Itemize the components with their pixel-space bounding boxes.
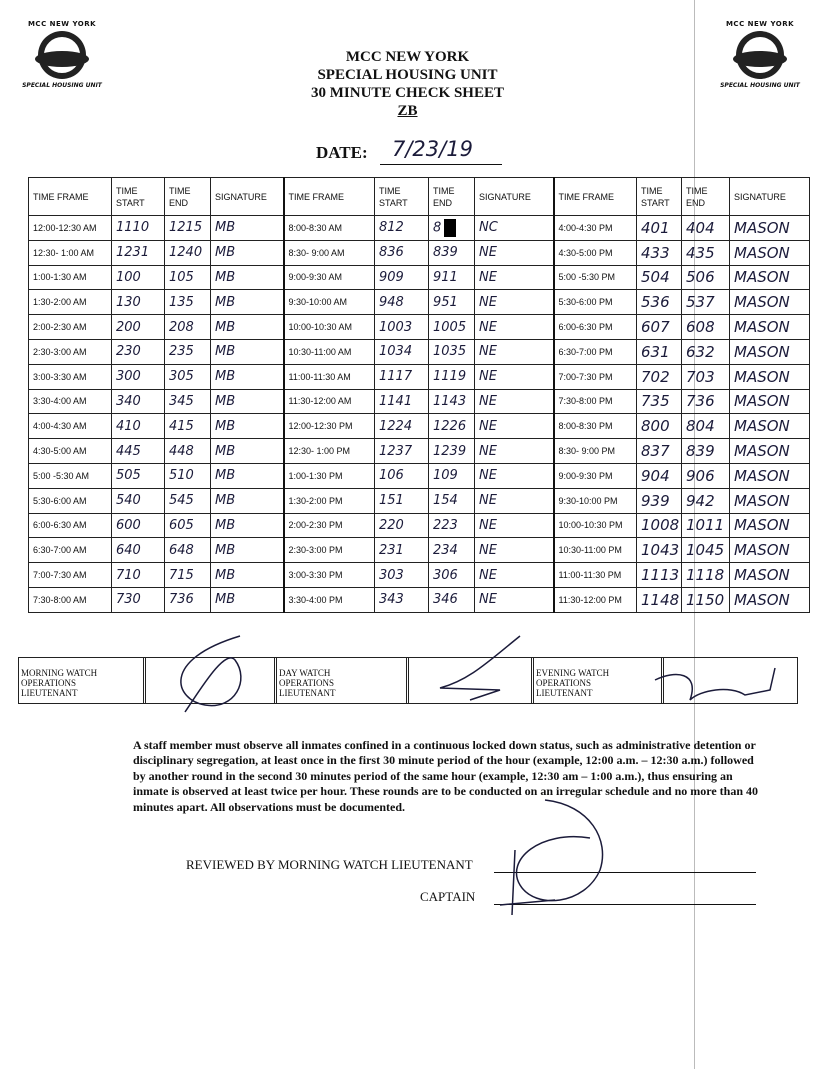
time-end-cell[interactable]: 942 [682, 488, 730, 513]
time-frame-cell: 4:30-5:00 PM [554, 240, 637, 265]
time-start-cell[interactable]: 909 [375, 265, 429, 290]
signature-cell[interactable]: MASON [730, 290, 810, 315]
time-frame-cell: 7:30-8:00 PM [554, 389, 637, 414]
time-end-cell[interactable]: 1239 [429, 439, 475, 464]
time-frame-cell: 1:00-1:30 AM [29, 265, 112, 290]
time-frame-cell: 8:00-8:30 PM [554, 414, 637, 439]
signature-cell[interactable]: MB [211, 587, 284, 612]
time-frame-cell: 10:00-10:30 PM [554, 513, 637, 538]
time-frame-cell: 8:30- 9:00 PM [554, 439, 637, 464]
signature-cell[interactable]: MASON [730, 414, 810, 439]
time-frame-cell: 6:00-6:30 AM [29, 513, 112, 538]
signature-cell[interactable]: MB [211, 364, 284, 389]
table-row [29, 563, 810, 588]
time-start-cell[interactable]: 631 [637, 339, 682, 364]
time-end-cell[interactable]: 951 [429, 290, 475, 315]
time-start-cell[interactable]: 607 [637, 315, 682, 340]
evening-watch-line: EVENING WATCH [536, 668, 610, 678]
reviewed-signature-line[interactable] [494, 872, 756, 873]
time-start-cell[interactable]: 904 [637, 463, 682, 488]
time-end-cell[interactable] [429, 216, 475, 241]
signature-cell[interactable]: NE [475, 538, 554, 563]
time-frame-cell: 4:00-4:30 AM [29, 414, 112, 439]
time-frame-cell: 9:30-10:00 PM [554, 488, 637, 513]
time-end-cell[interactable]: 154 [429, 488, 475, 513]
time-end-cell[interactable]: 404 [682, 216, 730, 241]
morning-watch-signature-box[interactable] [143, 658, 277, 703]
time-start-cell[interactable]: 836 [375, 240, 429, 265]
time-frame-cell: 4:00-4:30 PM [554, 216, 637, 241]
table-row [29, 538, 810, 563]
time-end-cell[interactable]: 235 [165, 339, 211, 364]
time-frame-cell: 5:30-6:00 PM [554, 290, 637, 315]
morning-watch-line: LIEUTENANT [21, 688, 78, 698]
time-end-cell[interactable]: 1005 [429, 315, 475, 340]
time-start-cell[interactable]: 1113 [637, 563, 682, 588]
signature-cell[interactable]: MB [211, 513, 284, 538]
signature-cell[interactable]: MB [211, 414, 284, 439]
time-frame-cell: 6:30-7:00 AM [29, 538, 112, 563]
time-frame-cell: 4:30-5:00 AM [29, 439, 112, 464]
signature-cell[interactable]: NE [475, 339, 554, 364]
time-start-cell[interactable]: 401 [637, 216, 682, 241]
time-end-cell[interactable]: 632 [682, 339, 730, 364]
time-frame-cell: 12:30- 1:00 AM [29, 240, 112, 265]
time-end-cell[interactable]: 839 [429, 240, 475, 265]
time-start-cell[interactable]: 1008 [637, 513, 682, 538]
time-start-cell[interactable]: 130 [112, 290, 165, 315]
time-start-cell[interactable]: 837 [637, 439, 682, 464]
table-row [29, 488, 810, 513]
table-row [29, 439, 810, 464]
time-start-cell[interactable]: 1110 [112, 216, 165, 241]
signature-cell[interactable]: NE [475, 389, 554, 414]
time-end-cell[interactable]: 1240 [165, 240, 211, 265]
time-frame-cell: 10:00-10:30 AM [284, 315, 375, 340]
signature-cell[interactable]: MASON [730, 315, 810, 340]
redaction-block [444, 219, 456, 237]
time-start-cell[interactable]: 730 [112, 587, 165, 612]
col-header: TIME FRAME [29, 178, 112, 216]
col-header: SIGNATURE [211, 178, 284, 216]
signature-cell[interactable]: NE [475, 315, 554, 340]
signature-cell[interactable]: MB [211, 389, 284, 414]
time-end-cell[interactable]: 345 [165, 389, 211, 414]
time-start-cell[interactable]: 1231 [112, 240, 165, 265]
time-end-cell[interactable]: 506 [682, 265, 730, 290]
time-start-cell[interactable]: 735 [637, 389, 682, 414]
time-start-cell[interactable]: 948 [375, 290, 429, 315]
time-frame-cell: 12:00-12:30 AM [29, 216, 112, 241]
time-end-cell[interactable]: 1150 [682, 587, 730, 612]
time-frame-cell: 7:00-7:30 AM [29, 563, 112, 588]
time-start-cell[interactable]: 200 [112, 315, 165, 340]
col-header: TIME FRAME [284, 178, 375, 216]
signature-cell[interactable]: MB [211, 563, 284, 588]
table-row [29, 587, 810, 612]
signature-cell[interactable]: MB [211, 216, 284, 241]
time-end-cell[interactable]: 435 [682, 240, 730, 265]
time-frame-cell: 6:00-6:30 PM [554, 315, 637, 340]
time-start-cell[interactable]: 303 [375, 563, 429, 588]
time-end-cell[interactable]: 448 [165, 439, 211, 464]
time-start-cell[interactable]: 710 [112, 563, 165, 588]
time-start-cell[interactable]: 1148 [637, 587, 682, 612]
time-end-cell[interactable]: 305 [165, 364, 211, 389]
time-frame-cell: 7:00-7:30 PM [554, 364, 637, 389]
signature-cell[interactable]: NE [475, 463, 554, 488]
time-frame-cell: 7:30-8:00 AM [29, 587, 112, 612]
captain-signature-line[interactable] [494, 904, 756, 905]
evening-watch-line: LIEUTENANT [536, 688, 593, 698]
time-start-cell[interactable]: 106 [375, 463, 429, 488]
time-start-cell[interactable]: 1117 [375, 364, 429, 389]
table-row [29, 265, 810, 290]
signature-cell[interactable]: NE [475, 587, 554, 612]
day-watch-signature-box[interactable] [406, 658, 534, 703]
table-row [29, 216, 810, 241]
time-start-cell[interactable]: 231 [375, 538, 429, 563]
signature-cell[interactable]: MASON [730, 364, 810, 389]
signature-cell[interactable]: NC [475, 216, 554, 241]
time-end-cell[interactable]: 1035 [429, 339, 475, 364]
col-header: TIME START [637, 178, 682, 216]
logo-right-top-text: MCC NEW YORK [725, 20, 795, 28]
signature-cell[interactable]: MASON [730, 538, 810, 563]
time-end-cell[interactable]: 1143 [429, 389, 475, 414]
time-frame-cell: 1:30-2:00 AM [29, 290, 112, 315]
table-header-row [29, 178, 810, 216]
reviewed-label: REVIEWED BY MORNING WATCH LIEUTENANT [186, 857, 473, 872]
time-end-cell[interactable]: 415 [165, 414, 211, 439]
signature-cell[interactable]: NE [475, 265, 554, 290]
table-row [29, 315, 810, 340]
time-start-cell[interactable]: 505 [112, 463, 165, 488]
time-start-cell[interactable]: 812 [375, 216, 429, 241]
date-label: DATE: [316, 143, 368, 162]
heading-line-2: SPECIAL HOUSING UNIT [317, 67, 498, 83]
time-start-cell[interactable]: 1141 [375, 389, 429, 414]
table-row [29, 339, 810, 364]
time-end-value: 8 [433, 220, 442, 236]
time-end-cell[interactable]: 537 [682, 290, 730, 315]
time-start-cell[interactable]: 220 [375, 513, 429, 538]
table-row [29, 463, 810, 488]
time-end-cell[interactable]: 105 [165, 265, 211, 290]
time-start-cell[interactable]: 600 [112, 513, 165, 538]
time-end-cell[interactable]: 306 [429, 563, 475, 588]
time-frame-cell: 11:30-12:00 PM [554, 587, 637, 612]
signature-cell[interactable]: MASON [730, 216, 810, 241]
day-watch-line: DAY WATCH [279, 668, 331, 678]
signature-cell[interactable]: NE [475, 290, 554, 315]
time-end-cell[interactable]: 736 [165, 587, 211, 612]
morning-watch-label [19, 658, 143, 703]
col-header: SIGNATURE [730, 178, 810, 216]
heading-line-3: 30 MINUTE CHECK SHEET [311, 85, 504, 101]
check-table [28, 177, 810, 613]
time-frame-cell: 2:00-2:30 PM [284, 513, 375, 538]
evening-watch-label [531, 658, 661, 703]
time-frame-cell: 9:00-9:30 AM [284, 265, 375, 290]
signature-cell[interactable]: NE [475, 488, 554, 513]
date-underline [380, 164, 502, 165]
time-frame-cell: 12:30- 1:00 PM [284, 439, 375, 464]
time-end-cell[interactable]: 510 [165, 463, 211, 488]
signature-cell[interactable]: MASON [730, 513, 810, 538]
time-end-cell[interactable]: 1226 [429, 414, 475, 439]
signature-cell[interactable]: MB [211, 538, 284, 563]
col-header: TIME END [682, 178, 730, 216]
signature-cell[interactable]: MB [211, 439, 284, 464]
table-row [29, 364, 810, 389]
time-frame-cell: 2:30-3:00 AM [29, 339, 112, 364]
time-frame-cell: 3:00-3:30 AM [29, 364, 112, 389]
time-end-cell[interactable]: 715 [165, 563, 211, 588]
logo-left-bottom-text: SPECIAL HOUSING UNIT [22, 82, 102, 89]
time-start-cell[interactable]: 300 [112, 364, 165, 389]
time-end-cell[interactable]: 736 [682, 389, 730, 414]
col-header: TIME END [165, 178, 211, 216]
day-watch-label [274, 658, 406, 703]
time-start-cell[interactable]: 100 [112, 265, 165, 290]
time-start-cell[interactable]: 1034 [375, 339, 429, 364]
time-frame-cell: 12:00-12:30 PM [284, 414, 375, 439]
signature-cell[interactable]: NE [475, 240, 554, 265]
time-end-cell[interactable]: 804 [682, 414, 730, 439]
morning-watch-line: MORNING WATCH [21, 668, 98, 678]
date-value: 7/23/19 [392, 137, 473, 161]
time-start-cell[interactable]: 433 [637, 240, 682, 265]
time-end-cell[interactable]: 545 [165, 488, 211, 513]
signature-cell[interactable]: MASON [730, 439, 810, 464]
time-end-cell[interactable]: 605 [165, 513, 211, 538]
table-row [29, 290, 810, 315]
signature-cell[interactable]: MASON [730, 240, 810, 265]
time-frame-cell: 9:30-10:00 AM [284, 290, 375, 315]
col-header: SIGNATURE [475, 178, 554, 216]
signature-cell[interactable]: NE [475, 364, 554, 389]
col-header: TIME START [112, 178, 165, 216]
signature-cell[interactable]: MASON [730, 389, 810, 414]
time-frame-cell: 6:30-7:00 PM [554, 339, 637, 364]
signature-cell[interactable]: NE [475, 513, 554, 538]
time-frame-cell: 9:00-9:30 PM [554, 463, 637, 488]
table-row [29, 414, 810, 439]
morning-watch-line: OPERATIONS [21, 678, 77, 688]
time-frame-cell: 5:00 -5:30 AM [29, 463, 112, 488]
watch-signature-strip [18, 657, 798, 704]
col-header: TIME END [429, 178, 475, 216]
time-frame-cell: 5:00 -5:30 PM [554, 265, 637, 290]
time-end-cell[interactable]: 135 [165, 290, 211, 315]
signature-cell[interactable]: MASON [730, 488, 810, 513]
time-frame-cell: 2:00-2:30 AM [29, 315, 112, 340]
signature-cell[interactable]: NE [475, 439, 554, 464]
time-end-cell[interactable]: 234 [429, 538, 475, 563]
time-start-cell[interactable]: 410 [112, 414, 165, 439]
signature-cell[interactable]: MB [211, 240, 284, 265]
signature-cell[interactable]: NE [475, 563, 554, 588]
evening-watch-signature-box[interactable] [661, 658, 797, 703]
time-start-cell[interactable]: 1237 [375, 439, 429, 464]
signature-cell[interactable]: MB [211, 265, 284, 290]
time-end-cell[interactable]: 1011 [682, 513, 730, 538]
time-frame-cell: 11:00-11:30 AM [284, 364, 375, 389]
signature-cell[interactable]: NE [475, 414, 554, 439]
heading-line-1: MCC NEW YORK [345, 49, 470, 65]
col-header: TIME START [375, 178, 429, 216]
time-start-cell[interactable]: 939 [637, 488, 682, 513]
time-start-cell[interactable]: 1003 [375, 315, 429, 340]
time-frame-cell: 1:00-1:30 PM [284, 463, 375, 488]
time-start-cell[interactable]: 640 [112, 538, 165, 563]
time-start-cell[interactable]: 504 [637, 265, 682, 290]
time-start-cell[interactable]: 340 [112, 389, 165, 414]
time-start-cell[interactable]: 702 [637, 364, 682, 389]
time-end-cell[interactable]: 608 [682, 315, 730, 340]
signature-cell[interactable]: MB [211, 488, 284, 513]
time-end-cell[interactable]: 703 [682, 364, 730, 389]
time-end-cell[interactable]: 346 [429, 587, 475, 612]
signature-cell[interactable]: MB [211, 463, 284, 488]
unit-code: ZB [397, 103, 418, 119]
time-start-cell[interactable]: 800 [637, 414, 682, 439]
time-frame-cell: 2:30-3:00 PM [284, 538, 375, 563]
table-row [29, 389, 810, 414]
time-frame-cell: 3:30-4:00 AM [29, 389, 112, 414]
time-frame-cell: 8:30- 9:00 AM [284, 240, 375, 265]
time-start-cell[interactable]: 1224 [375, 414, 429, 439]
time-end-cell[interactable]: 208 [165, 315, 211, 340]
signature-cell[interactable]: MASON [730, 339, 810, 364]
time-frame-cell: 8:00-8:30 AM [284, 216, 375, 241]
time-start-cell[interactable]: 536 [637, 290, 682, 315]
time-end-cell[interactable]: 109 [429, 463, 475, 488]
signature-cell[interactable]: MB [211, 339, 284, 364]
time-frame-cell: 11:00-11:30 PM [554, 563, 637, 588]
time-start-cell[interactable]: 445 [112, 439, 165, 464]
time-frame-cell: 3:30-4:00 PM [284, 587, 375, 612]
time-end-cell[interactable]: 1045 [682, 538, 730, 563]
time-frame-cell: 5:30-6:00 AM [29, 488, 112, 513]
time-frame-cell: 10:30-11:00 AM [284, 339, 375, 364]
time-start-cell[interactable]: 151 [375, 488, 429, 513]
col-header: TIME FRAME [554, 178, 637, 216]
time-end-cell[interactable]: 1119 [429, 364, 475, 389]
logo-left-top-text: MCC NEW YORK [27, 20, 97, 28]
policy-note: A staff member must observe all inmates confined in a continuous locked down status, such as administrative detention or disciplinary segregation, at least once in the first 30 minute period of the hour (example, 12:00 a.m. – 12:30 a.m.) followed by another round in the second 30 minutes period of the same hour (example, 12:30 am – 1:00 a.m.), thus ensuring an inmate is observed at least twice per hour. These rounds are to be conducted on an irregular schedule and no more than 40 minutes apart. All observations must be documented. [133, 738, 759, 814]
time-end-cell[interactable]: 1215 [165, 216, 211, 241]
time-start-cell[interactable]: 1043 [637, 538, 682, 563]
signature-cell[interactable]: MASON [730, 265, 810, 290]
time-start-cell[interactable]: 540 [112, 488, 165, 513]
day-watch-line: LIEUTENANT [279, 688, 336, 698]
evening-watch-line: OPERATIONS [536, 678, 592, 688]
signature-cell[interactable]: MB [211, 290, 284, 315]
time-start-cell[interactable]: 343 [375, 587, 429, 612]
signature-cell[interactable]: MASON [730, 563, 810, 588]
time-frame-cell: 1:30-2:00 PM [284, 488, 375, 513]
time-end-cell[interactable]: 1118 [682, 563, 730, 588]
time-end-cell[interactable]: 648 [165, 538, 211, 563]
captain-label: CAPTAIN [420, 889, 476, 904]
time-end-cell[interactable]: 839 [682, 439, 730, 464]
table-row [29, 240, 810, 265]
logo-right-bottom-text: SPECIAL HOUSING UNIT [720, 82, 800, 89]
time-start-cell[interactable]: 230 [112, 339, 165, 364]
signature-cell[interactable]: MB [211, 315, 284, 340]
sheet-heading [0, 48, 815, 120]
signature-cell[interactable]: MASON [730, 587, 810, 612]
day-watch-line: OPERATIONS [279, 678, 335, 688]
signature-cell[interactable]: MASON [730, 463, 810, 488]
reviewer-signature-icon [500, 800, 603, 915]
time-frame-cell: 3:00-3:30 PM [284, 563, 375, 588]
time-end-cell[interactable]: 906 [682, 463, 730, 488]
time-frame-cell: 10:30-11:00 PM [554, 538, 637, 563]
time-end-cell[interactable]: 911 [429, 265, 475, 290]
time-frame-cell: 11:30-12:00 AM [284, 389, 375, 414]
table-row [29, 513, 810, 538]
time-end-cell[interactable]: 223 [429, 513, 475, 538]
